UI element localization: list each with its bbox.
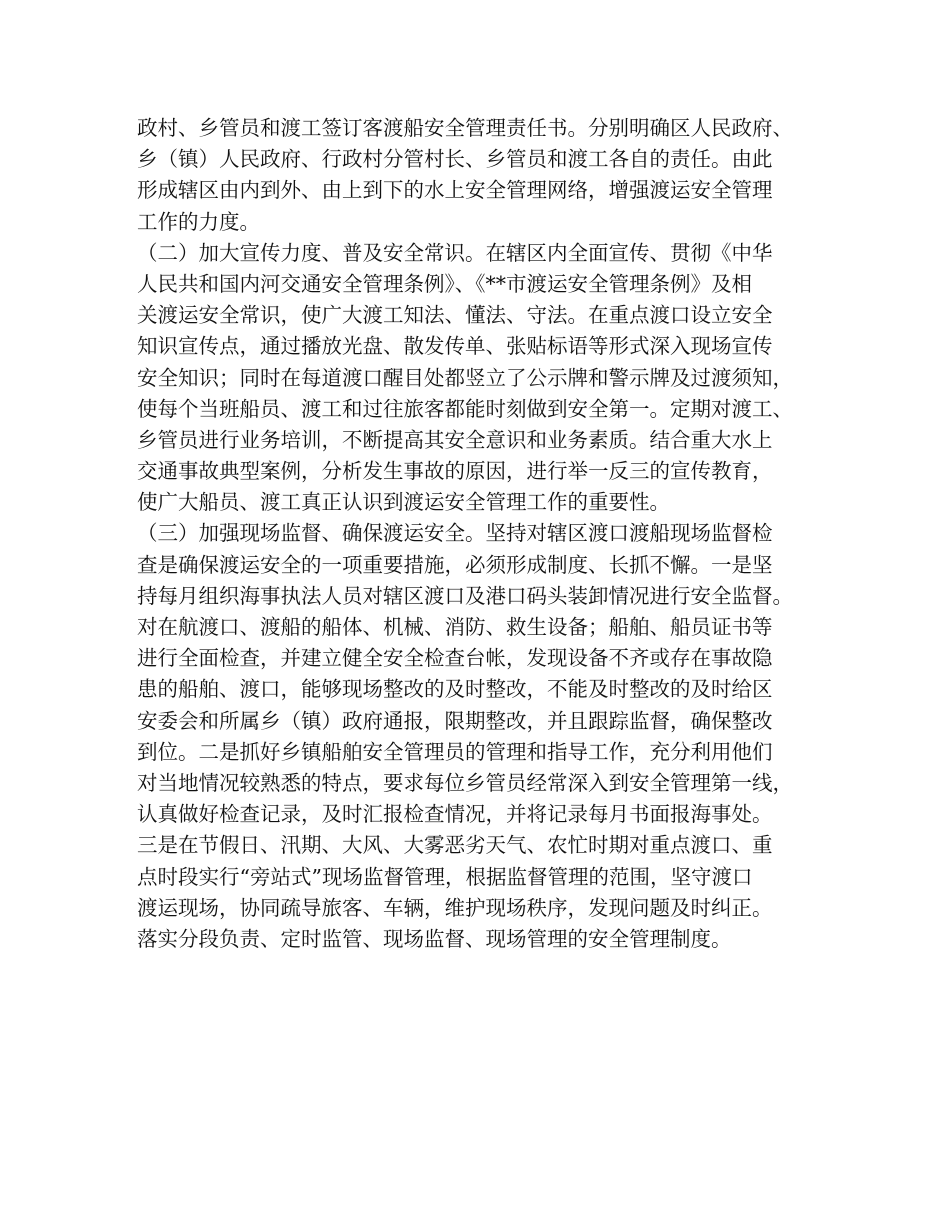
text-line: 到位。二是抓好乡镇船舶安全管理员的管理和指导工作，充分利用他们: [137, 739, 773, 764]
text-line: 落实分段负责、定时监管、现场监督、现场管理的安全管理制度。: [137, 926, 732, 951]
text-line: 交通事故典型案例，分析发生事故的原因，进行举一反三的宣传教育，: [137, 459, 773, 484]
text-line: 对在航渡口、渡船的船体、机械、消防、救生设备；船舶、船员证书等: [137, 615, 773, 639]
text-line: 进行全面检查，并建立健全安全检查台帐，发现设备不齐或存在事故隐: [137, 646, 773, 671]
text-line: 工作的力度。: [137, 209, 260, 234]
text-line: 安全知识；同时在每道渡口醒目处都竖立了公示牌和警示牌及过渡须知，: [137, 365, 793, 390]
text-line: 点时段实行“旁站式”现场监督管理，根据监督管理的范围，坚守渡口: [137, 864, 753, 889]
section-heading-line: （三）加强现场监督、确保渡运安全。坚持对辖区渡口渡船现场监督检: [137, 521, 773, 546]
text-line: 认真做好检查记录，及时汇报检查情况，并将记录每月书面报海事处。: [137, 802, 773, 827]
text-line: 使每个当班船员、渡工和过往旅客都能时刻做到安全第一。定期对渡工、: [137, 396, 793, 421]
text-line: 对当地情况较熟悉的特点，要求每位乡管员经常深入到安全管理第一线，: [137, 770, 793, 795]
text-line: 形成辖区由内到外、由上到下的水上安全管理网络，增强渡运安全管理: [137, 178, 773, 203]
text-line: 患的船舶、渡口，能够现场整改的及时整改，不能及时整改的及时给区: [137, 677, 773, 702]
text-line: 安委会和所属乡（镇）政府通报，限期整改，并且跟踪监督，确保整改: [137, 708, 773, 733]
text-line: 渡运现场，协同疏导旅客、车辆，维护现场秩序，发现问题及时纠正。: [137, 895, 773, 920]
text-line: 乡（镇）人民政府、行政村分管村长、乡管员和渡工各自的责任。由此: [137, 147, 773, 172]
body-text: [137, 113, 837, 955]
section-heading-line: （二）加大宣传力度、普及安全常识。在辖区内全面宣传、贯彻《中华: [137, 240, 773, 265]
text-line: 政村、乡管员和渡工签订客渡船安全管理责任书。分别明确区人民政府、: [137, 116, 793, 140]
text-line: 关渡运安全常识，使广大渡工知法、懂法、守法。在重点渡口设立安全: [137, 303, 773, 328]
text-line: 乡管员进行业务培训，不断提高其安全意识和业务素质。结合重大水上: [137, 427, 773, 452]
text-line: 三是在节假日、汛期、大风、大雾恶劣天气、农忙时期对重点渡口、重: [137, 833, 773, 858]
text-line: 查是确保渡运安全的一项重要措施，必须形成制度、长抓不懈。一是坚: [137, 552, 773, 577]
text-line: 持每月组织海事执法人员对辖区渡口及港口码头装卸情况进行安全监督。: [137, 583, 793, 608]
text-line: 使广大船员、渡工真正认识到渡运安全管理工作的重要性。: [137, 490, 670, 515]
text-line: 知识宣传点，通过播放光盘、散发传单、张贴标语等形式深入现场宣传: [137, 334, 773, 359]
text-line: 人民共和国内河交通安全管理条例》、《**市渡运安全管理条例》及相: [137, 271, 752, 296]
